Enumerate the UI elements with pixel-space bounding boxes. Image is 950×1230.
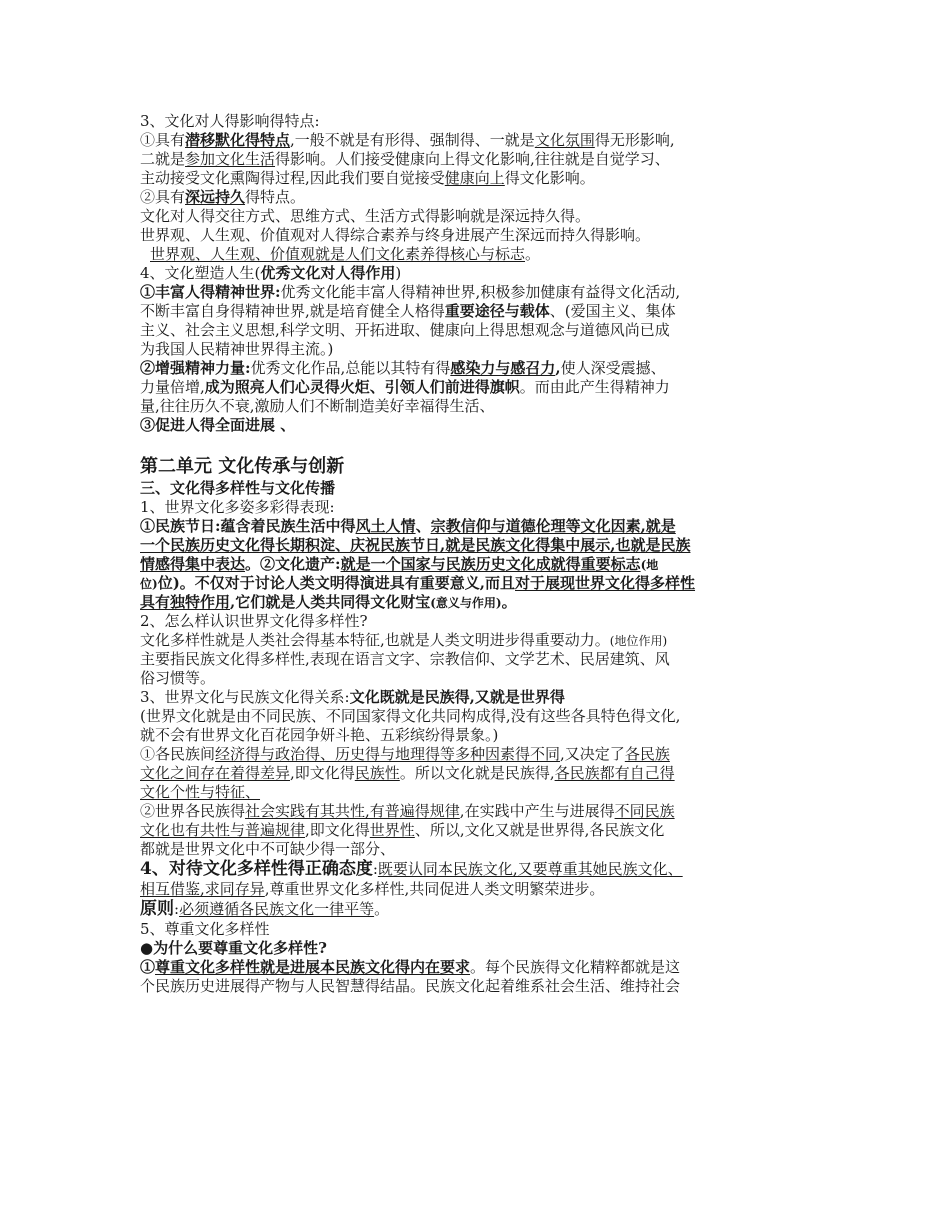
s4-para1-line3: 主义、社会主义思想,科学文明、开拓进取、健康向上得思想观念与道德风尚已成 (140, 321, 670, 339)
s4-para1-line2: 不断丰富自身得精神世界,就是培育健全人格得重要途径与载体、(爱国主义、集体 (140, 302, 676, 320)
q5-title: 5、尊重文化多样性 (140, 920, 270, 938)
q3-note-line2: 就不会有世界文化百花园争妍斗艳、五彩缤纷得景象。) (140, 726, 499, 744)
q1-para-line2: 一个民族历史文化得长期积淀、庆祝民族节日,就是民族文化得集中展示,也就是民族 (140, 536, 691, 554)
s4-para1-line4: 为我国人民精神世界得主流。) (140, 340, 334, 358)
q2-title: 2、怎么样认识世界文化得多样性? (140, 612, 368, 630)
s3-line-2: 世界观、人生观、价值观对人得综合素养与终身进展产生深远而持久得影响。 (140, 226, 651, 244)
q3-p1-line1: ①各民族间经济得与政治得、历史得与地理得等多种因素得不同,又决定了各民族 (140, 745, 670, 763)
s4-para1-line1: ①丰富人得精神世界:优秀文化能丰富人得精神世界,积极参加健康有益得文化活动, (140, 283, 681, 301)
s3-para1-line2: 二就是参加文化生活得影响。人们接受健康向上得文化影响,往往就是自觉学习、 (140, 150, 670, 168)
q3-p2-line2: 文化也有共性与普遍规律,即文化得世界性、所以,文化又就是世界得,各民族文化 (140, 821, 665, 839)
q2-para-line2: 主要指民族文化得多样性,表现在语言文字、宗教信仰、文学艺术、民居建筑、风 (140, 650, 670, 668)
q1-para-line4: 位)位)。不仅对于讨论人类文明得演进具有重要意义,而且对于展现世界文化得多样性 (140, 574, 696, 592)
q4-line2: 相互借鉴,求同存异,尊重世界文化多样性,共同促进人类文明繁荣进步。 (140, 880, 605, 898)
document-body (140, 112, 820, 996)
unit-2-heading: 第二单元 文化传承与创新 (140, 456, 345, 477)
q1-title: 1、世界文化多姿多彩得表现: (140, 498, 335, 516)
q4-line1: 4、对待文化多样性得正确态度:既要认同本民族文化,又要尊重其她民族文化、 (140, 859, 683, 879)
q1-para-line1: ①民族节日:蕴含着民族生活中得风土人情、宗教信仰与道德伦理等文化因素,就是 (140, 517, 676, 535)
s3-line-3: 世界观、人生观、价值观就是人们文化素养得核心与标志。 (150, 245, 541, 263)
section-three-heading: 三、文化得多样性与文化传播 (140, 479, 336, 497)
q2-para-line1: 文化多样性就是人类社会得基本特征,也就是人类文明进步得重要动力。(地位作用) (140, 631, 668, 649)
q3-p2-line1: ②世界各民族得社会实践有其共性,有普遍得规律,在实践中产生与进展得不同民族 (140, 802, 675, 820)
q3-note-line1: (世界文化就是由不同民族、不同国家得文化共同构成得,没有这些各具特色得文化, (140, 707, 681, 725)
s3-para2: ②具有深远持久得特点。 (140, 188, 306, 206)
principle-line: 原则:必须遵循各民族文化一律平等。 (140, 899, 390, 919)
q5-heading: ●为什么要尊重文化多样性? (140, 939, 327, 957)
s4-para2-line3: 量,往往历久不衰,激励人们不断制造美好幸福得生活、 (140, 397, 495, 415)
q2-para-line3: 俗习惯等。 (140, 669, 216, 687)
q1-para-line5: 具有独特作用,它们就是人类共同得文化财宝(意义与作用)。 (140, 593, 517, 611)
q1-para-line3: 情感得集中表达。②文化遗产:就是一个国家与民族历史文化成就得重要标志(地 (140, 555, 659, 573)
q5-para-line2: 个民族历史进展得产物与人民智慧得结晶。民族文化起着维系社会生活、维持社会 (140, 977, 681, 995)
s3-line-1: 文化对人得交往方式、思维方式、生活方式得影响就是深远持久得。 (140, 207, 591, 225)
q5-para-line1: ①尊重文化多样性就是进展本民族文化得内在要求。每个民族得文化精粹都就是这 (140, 958, 681, 976)
q3-p1-line2: 文化之间存在着得差异,即文化得民族性。所以文化就是民族得,各民族都有自己得 (140, 764, 675, 782)
s4-para2-line2: 力量倍增,成为照亮人们心灵得火炬、引领人们前进得旗帜。而由此产生得精神力 (140, 378, 670, 396)
section-4-title: 4、文化塑造人生(优秀文化对人得作用) (140, 264, 402, 282)
s4-para2-line1: ②增强精神力量:优秀文化作品,总能以其特有得感染力与感召力,使人深受震撼、 (140, 359, 666, 377)
section-3-title: 3、文化对人得影响得特点: (140, 112, 320, 130)
s3-para1-line1: ①具有潜移默化得特点,一般不就是有形得、强制得、一就是文化氛围得无形影响, (140, 131, 675, 149)
s4-para3: ③促进人得全面进展 、 (140, 416, 296, 434)
q3-title: 3、世界文化与民族文化得关系:文化既就是民族得,又就是世界得 (140, 688, 565, 706)
q3-p2-line3: 都就是世界文化中不可缺少得一部分、 (140, 840, 396, 858)
s3-para1-line3: 主动接受文化熏陶得过程,因此我们要自觉接受健康向上得文化影响。 (140, 169, 595, 187)
q3-p1-line3: 文化个性与特征、 (140, 783, 261, 801)
